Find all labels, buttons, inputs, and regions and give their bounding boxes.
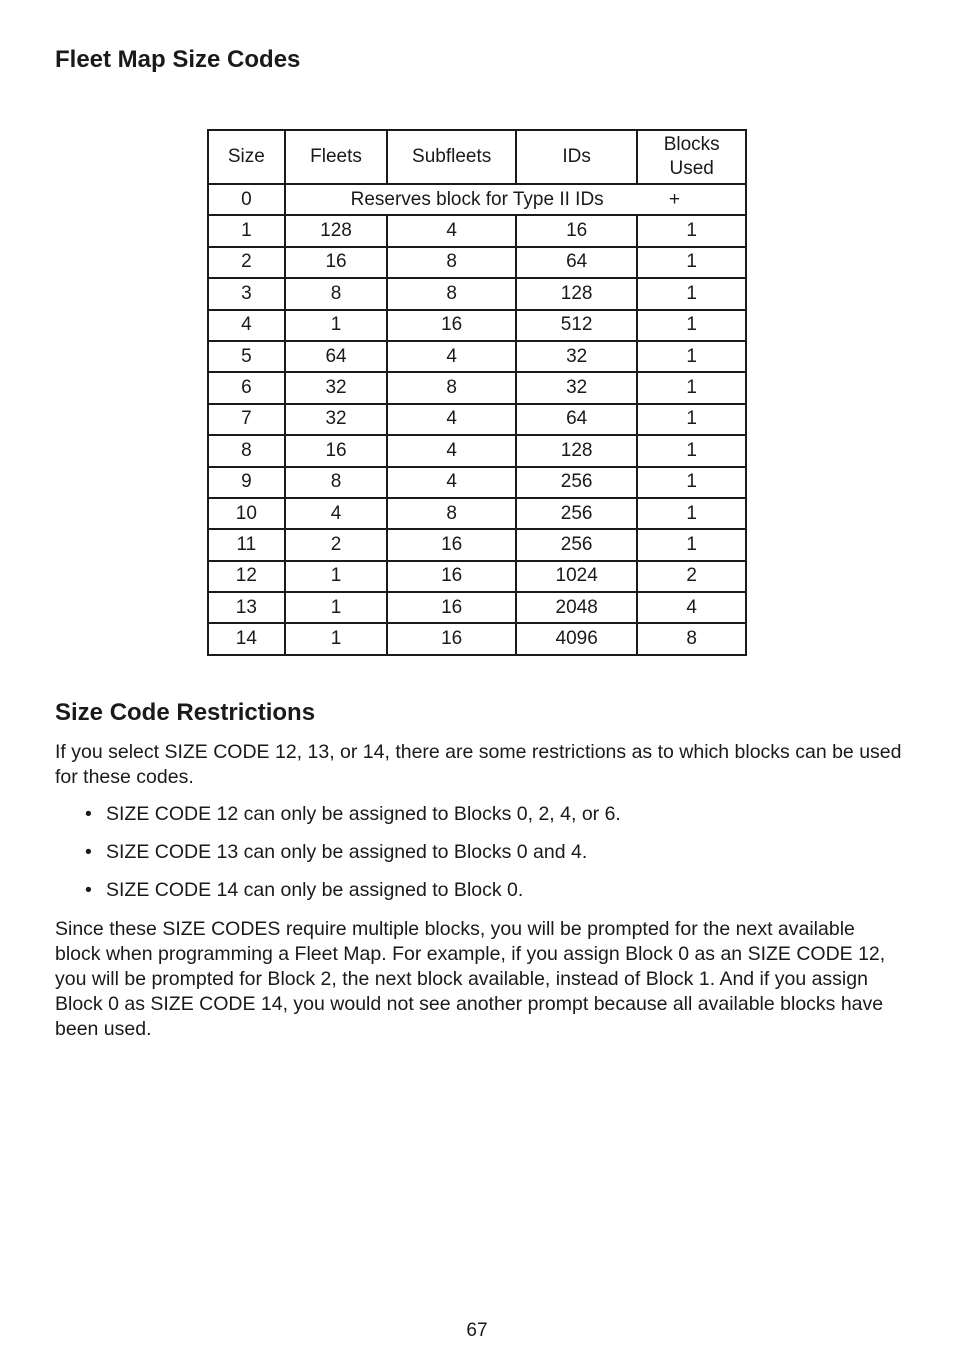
cell-fleets: 1 xyxy=(285,623,388,654)
reserve-note: Reserves block for Type II IDs xyxy=(350,188,604,210)
cell-subfleets: 8 xyxy=(387,278,516,309)
cell-ids: 2048 xyxy=(516,592,637,623)
cell-fleets: 1 xyxy=(285,561,388,592)
reserve-note-cell xyxy=(285,184,746,215)
cell-size: 6 xyxy=(208,372,285,403)
cell-ids: 32 xyxy=(516,341,637,372)
list-item-text: SIZE CODE 12 can only be assigned to Blocks 0, 2, 4, or 6. xyxy=(106,803,621,825)
table-row xyxy=(208,341,746,372)
cell-ids: 64 xyxy=(516,247,637,278)
header-fleets: Fleets xyxy=(285,130,388,184)
header-ids: IDs xyxy=(516,130,637,184)
header-blocks-line1: Blocks xyxy=(663,134,720,155)
cell-fleets: 32 xyxy=(285,404,388,435)
list-item-text: SIZE CODE 14 can only be assigned to Block 0. xyxy=(106,879,524,901)
cell-size: 14 xyxy=(208,623,285,654)
cell-subfleets: 4 xyxy=(387,404,516,435)
cell-blocks-used: 1 xyxy=(637,247,746,278)
size-codes-table xyxy=(207,129,747,656)
table-row xyxy=(208,372,746,403)
cell-fleets: 128 xyxy=(285,215,388,246)
cell-ids: 16 xyxy=(516,215,637,246)
cell-ids: 32 xyxy=(516,372,637,403)
table-row xyxy=(208,435,746,466)
table-row xyxy=(208,623,746,654)
header-blocks-used xyxy=(637,130,746,184)
cell-subfleets: 4 xyxy=(387,341,516,372)
list-item xyxy=(85,802,621,840)
cell-size: 12 xyxy=(208,561,285,592)
cell-ids: 128 xyxy=(516,278,637,309)
cell-size: 10 xyxy=(208,498,285,529)
cell-subfleets: 16 xyxy=(387,310,516,341)
table-row xyxy=(208,498,746,529)
cell-ids: 64 xyxy=(516,404,637,435)
cell-fleets: 8 xyxy=(285,467,388,498)
header-size: Size xyxy=(208,130,285,184)
cell-size: 7 xyxy=(208,404,285,435)
cell-fleets: 2 xyxy=(285,529,388,560)
table-row xyxy=(208,247,746,278)
cell-subfleets: 16 xyxy=(387,592,516,623)
cell-blocks-used: 1 xyxy=(637,310,746,341)
cell-fleets: 16 xyxy=(285,247,388,278)
cell-blocks-used: 4 xyxy=(637,592,746,623)
section-title-size-code-restrictions: Size Code Restrictions xyxy=(55,699,316,726)
cell-ids: 128 xyxy=(516,435,637,466)
reserve-size-cell: 0 xyxy=(208,184,285,215)
cell-size: 13 xyxy=(208,592,285,623)
cell-size: 11 xyxy=(208,529,285,560)
cell-subfleets: 16 xyxy=(387,529,516,560)
restrictions-intro: If you select SIZE CODE 12, 13, or 14, there are some restrictions as to which blocks can be used for these codes. xyxy=(55,741,902,788)
table-row xyxy=(208,561,746,592)
table-row xyxy=(208,278,746,309)
cell-subfleets: 4 xyxy=(387,467,516,498)
table-row xyxy=(208,467,746,498)
bullet-icon: • xyxy=(85,841,92,863)
cell-size: 4 xyxy=(208,310,285,341)
header-blocks-line2: Used xyxy=(669,158,714,179)
table-row xyxy=(208,529,746,560)
cell-fleets: 32 xyxy=(285,372,388,403)
section-title-fleet-map-size-codes: Fleet Map Size Codes xyxy=(55,46,301,73)
header-subfleets: Subfleets xyxy=(387,130,516,184)
bullet-icon: • xyxy=(85,803,92,825)
cell-blocks-used: 2 xyxy=(637,561,746,592)
cell-ids: 1024 xyxy=(516,561,637,592)
bullet-icon: • xyxy=(85,879,92,901)
cell-size: 9 xyxy=(208,467,285,498)
cell-subfleets: 8 xyxy=(387,498,516,529)
cell-ids: 512 xyxy=(516,310,637,341)
table-row xyxy=(208,310,746,341)
cell-blocks-used: 1 xyxy=(637,278,746,309)
cell-blocks-used: 1 xyxy=(637,404,746,435)
table-row xyxy=(208,215,746,246)
cell-blocks-used: 1 xyxy=(637,435,746,466)
restrictions-list xyxy=(85,802,621,916)
cell-subfleets: 4 xyxy=(387,435,516,466)
list-item-text: SIZE CODE 13 can only be assigned to Blocks 0 and 4. xyxy=(106,841,588,863)
cell-size: 8 xyxy=(208,435,285,466)
table-row xyxy=(208,592,746,623)
table-row-reserve xyxy=(208,184,746,215)
cell-fleets: 1 xyxy=(285,592,388,623)
table-row xyxy=(208,404,746,435)
cell-size: 3 xyxy=(208,278,285,309)
cell-fleets: 8 xyxy=(285,278,388,309)
cell-ids: 256 xyxy=(516,529,637,560)
restrictions-explanation: Since these SIZE CODES require multiple blocks, you will be prompted for the next available block when programming a Fleet Map. For example, if you assign Block 0 as an SIZE CODE 12, you will be prompted for Block 2, the next block available, instead of Block 1. And if you assign Block 0 as SIZE CODE 14, you would not see another prompt because all available blocks have been used. xyxy=(55,918,886,1040)
list-item xyxy=(85,840,621,878)
cell-size: 1 xyxy=(208,215,285,246)
cell-blocks-used: 1 xyxy=(637,467,746,498)
cell-subfleets: 8 xyxy=(387,372,516,403)
cell-ids: 256 xyxy=(516,467,637,498)
cell-ids: 4096 xyxy=(516,623,637,654)
cell-blocks-used: 1 xyxy=(637,341,746,372)
cell-subfleets: 8 xyxy=(387,247,516,278)
cell-size: 5 xyxy=(208,341,285,372)
cell-blocks-used: 1 xyxy=(637,215,746,246)
cell-blocks-used: 1 xyxy=(637,372,746,403)
list-item xyxy=(85,878,621,916)
cell-fleets: 1 xyxy=(285,310,388,341)
cell-subfleets: 4 xyxy=(387,215,516,246)
cell-fleets: 64 xyxy=(285,341,388,372)
cell-subfleets: 16 xyxy=(387,561,516,592)
cell-blocks-used: 1 xyxy=(637,529,746,560)
table-header-row xyxy=(208,130,746,184)
cell-ids: 256 xyxy=(516,498,637,529)
cell-fleets: 4 xyxy=(285,498,388,529)
page-number: 67 xyxy=(466,1320,488,1341)
cell-fleets: 16 xyxy=(285,435,388,466)
cell-blocks-used: 1 xyxy=(637,498,746,529)
cell-blocks-used: 8 xyxy=(637,623,746,654)
reserve-blocks: + xyxy=(668,188,681,210)
cell-subfleets: 16 xyxy=(387,623,516,654)
cell-size: 2 xyxy=(208,247,285,278)
